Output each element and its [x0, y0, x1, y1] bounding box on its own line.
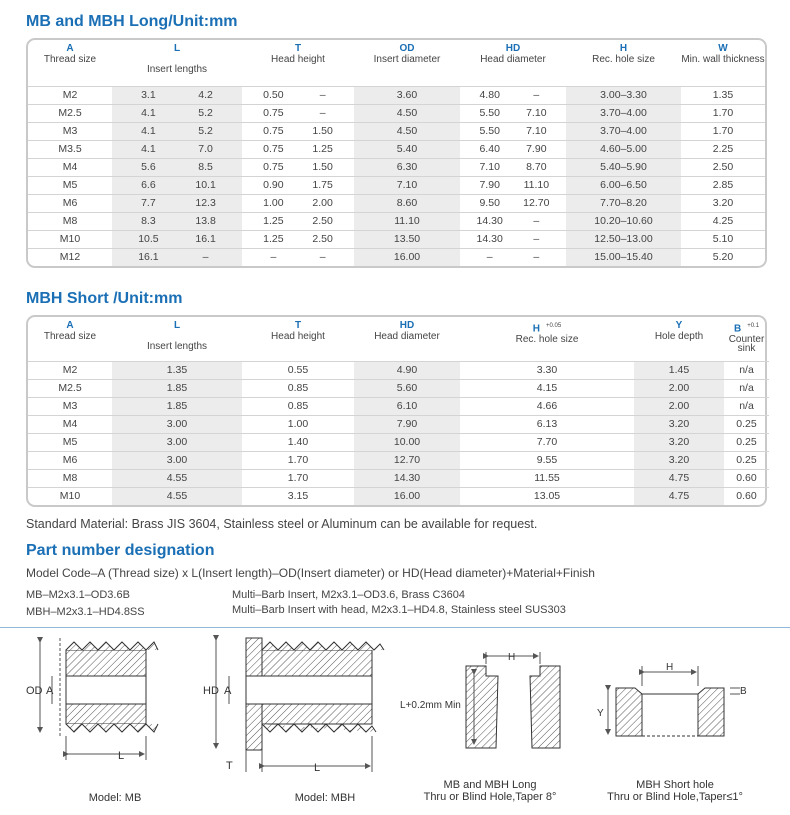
cell-hole-size: 6.00–6.50 — [566, 176, 681, 194]
cell-insert-diameter: 5.40 — [354, 140, 460, 158]
column-desc: Insert lengths — [146, 341, 208, 352]
cell-insert-diameter: 6.30 — [354, 158, 460, 176]
short-table-body — [28, 361, 769, 505]
cell-t-1: 1.25 — [263, 233, 284, 245]
example-code-2: MBH–M2x3.1–HD4.8SS — [26, 606, 145, 618]
column-desc: Insert diameter — [373, 54, 441, 65]
cell-hd-1: 5.50 — [479, 125, 500, 137]
cell-insert-length — [112, 86, 242, 104]
column-code-text: H — [532, 323, 541, 335]
cell-head-diameter: 6.10 — [354, 397, 460, 415]
cell-thread-size: M8 — [28, 469, 112, 487]
cell-thread-size: M4 — [28, 158, 112, 176]
cell-hole-size: 12.50–13.00 — [566, 230, 681, 248]
cell-wall-thickness: 5.20 — [681, 248, 765, 266]
mbh-caption: Model: MBH — [294, 792, 356, 804]
cell-hd-1: 6.40 — [479, 143, 500, 155]
column-code: H — [619, 43, 628, 54]
cell-t-2: 2.50 — [312, 233, 333, 245]
cell-hole-size: 3.00–3.30 — [566, 86, 681, 104]
cell-thread-size: M6 — [28, 194, 112, 212]
cell-head-diameter — [460, 158, 566, 176]
cell-hole-size: 4.66 — [460, 397, 634, 415]
cell-insert-length: 4.55 — [112, 469, 242, 487]
cell-l-long: 13.8 — [195, 215, 216, 227]
cell-hole-size: 10.20–10.60 — [566, 212, 681, 230]
cell-insert-length — [112, 140, 242, 158]
cell-hd-1: – — [486, 251, 493, 264]
cell-hd-2: 11.10 — [523, 179, 550, 191]
cell-hd-1: 14.30 — [476, 215, 503, 227]
mb-a-label: A — [46, 685, 54, 697]
material-note: Standard Material: Brass JIS 3604, Stainless steel or Aluminum can be available for request. — [26, 517, 538, 531]
cell-head-height — [242, 86, 354, 104]
cell-t-1: 1.25 — [263, 215, 284, 227]
cell-l-long: 16.1 — [195, 233, 216, 245]
cell-counter-sink: n/a — [724, 397, 769, 415]
cell-head-diameter: 5.60 — [354, 379, 460, 397]
cell-wall-thickness: 5.10 — [681, 230, 765, 248]
cell-l-long: 5.2 — [198, 125, 213, 137]
cell-counter-sink: 0.60 — [724, 487, 769, 505]
column-header — [354, 317, 460, 361]
cell-thread-size: M2 — [28, 361, 112, 379]
cell-insert-length — [112, 194, 242, 212]
table-row — [28, 487, 769, 505]
column-header — [28, 40, 112, 86]
short-hole-caption-2: Thru or Blind Hole,Taper≤1° — [607, 791, 743, 803]
column-code: L — [173, 43, 181, 54]
column-code-text: B — [733, 323, 742, 335]
cell-head-diameter: 7.90 — [354, 415, 460, 433]
cell-head-height: 3.15 — [242, 487, 354, 505]
table-row — [28, 248, 765, 266]
column-code-text: Y — [675, 320, 683, 331]
cell-t-1: 0.75 — [263, 143, 284, 155]
cell-insert-diameter: 4.50 — [354, 122, 460, 140]
table-row — [28, 230, 765, 248]
cell-head-diameter — [460, 230, 566, 248]
cell-wall-thickness: 1.70 — [681, 122, 765, 140]
cell-wall-thickness: 1.35 — [681, 86, 765, 104]
cell-head-diameter — [460, 176, 566, 194]
column-desc: Insert lengths — [146, 64, 208, 75]
cell-head-diameter — [460, 122, 566, 140]
cell-head-diameter: 12.70 — [354, 451, 460, 469]
cell-head-height: 1.70 — [242, 451, 354, 469]
cell-head-diameter: 14.30 — [354, 469, 460, 487]
table-row — [28, 140, 765, 158]
model-code-line: Model Code–A (Thread size) x L(Insert length)–OD(Insert diameter) or HD(Head diameter)+Material+Finish — [26, 566, 595, 580]
cell-head-height: 0.55 — [242, 361, 354, 379]
cell-hole-size: 4.60–5.00 — [566, 140, 681, 158]
cell-l-short: 4.1 — [141, 143, 156, 155]
cell-t-2: – — [319, 89, 326, 101]
cell-hole-size: 3.70–4.00 — [566, 122, 681, 140]
cell-l-short: 7.7 — [141, 197, 156, 209]
cell-hd-2: – — [533, 89, 540, 101]
cell-thread-size: M5 — [28, 433, 112, 451]
column-header — [566, 40, 681, 86]
long-spec-table — [26, 38, 767, 268]
cell-hd-1: 9.50 — [479, 197, 500, 209]
column-header — [242, 40, 354, 86]
cell-insert-diameter: 7.10 — [354, 176, 460, 194]
cell-head-height — [242, 230, 354, 248]
cell-wall-thickness: 2.50 — [681, 158, 765, 176]
cell-l-short: 5.6 — [141, 161, 156, 173]
cell-hole-size: 3.70–4.00 — [566, 104, 681, 122]
cell-head-diameter — [460, 194, 566, 212]
cell-t-2: 2.00 — [312, 197, 333, 209]
short-hole-b-label: B — [740, 686, 747, 697]
column-header — [681, 40, 765, 86]
cell-thread-size: M3 — [28, 122, 112, 140]
short-hole-caption-1: MBH Short hole — [636, 779, 714, 791]
cell-insert-diameter: 11.10 — [354, 212, 460, 230]
cell-hole-size: 3.30 — [460, 361, 634, 379]
cell-head-height: 0.85 — [242, 379, 354, 397]
column-header — [112, 40, 242, 86]
cell-insert-length — [112, 230, 242, 248]
cell-head-height — [242, 194, 354, 212]
cell-hole-size: 13.05 — [460, 487, 634, 505]
cell-counter-sink: 0.25 — [724, 433, 769, 451]
table-row — [28, 379, 769, 397]
column-header — [354, 40, 460, 86]
column-header — [460, 317, 634, 361]
mbh-a-label: A — [224, 685, 232, 697]
long-hole-caption-1: MB and MBH Long — [443, 779, 537, 791]
cell-thread-size: M8 — [28, 212, 112, 230]
cell-thread-size: M6 — [28, 451, 112, 469]
cell-hd-2: – — [533, 251, 540, 264]
cell-hd-2: 7.10 — [526, 107, 547, 119]
cell-insert-length: 1.85 — [112, 379, 242, 397]
cell-thread-size: M12 — [28, 248, 112, 266]
example-code-1: MB–M2x3.1–OD3.6B — [26, 589, 130, 601]
cell-head-diameter: 16.00 — [354, 487, 460, 505]
cell-l-short: 8.3 — [141, 215, 156, 227]
cell-counter-sink: 0.25 — [724, 415, 769, 433]
cell-wall-thickness: 4.25 — [681, 212, 765, 230]
cell-head-height: 1.40 — [242, 433, 354, 451]
long-table-body — [28, 86, 765, 266]
cell-hd-2: 12.70 — [523, 197, 550, 209]
long-hole-drawing — [466, 652, 560, 748]
cell-thread-size: M3 — [28, 397, 112, 415]
long-hole-depth-label: L+0.2mm Min — [400, 700, 461, 711]
cell-hole-size: 7.70–8.20 — [566, 194, 681, 212]
table-row — [28, 158, 765, 176]
cell-hole-depth: 4.75 — [634, 487, 724, 505]
cell-t-2: 1.25 — [312, 143, 333, 155]
column-desc: Hole depth — [654, 331, 704, 342]
column-code-text: L — [173, 320, 181, 331]
mb-insert-drawing — [40, 638, 158, 760]
cell-head-diameter — [460, 86, 566, 104]
cell-head-height: 1.70 — [242, 469, 354, 487]
example-desc-1: Multi–Barb Insert, M2x3.1–OD3.6, Brass C3604 — [232, 589, 465, 601]
cell-wall-thickness: 2.25 — [681, 140, 765, 158]
cell-hole-size: 11.55 — [460, 469, 634, 487]
table-row — [28, 433, 769, 451]
cell-insert-length: 3.00 — [112, 451, 242, 469]
cell-counter-sink: n/a — [724, 379, 769, 397]
cell-t-1: – — [270, 251, 277, 264]
cell-insert-length — [112, 176, 242, 194]
cell-t-2: 1.50 — [312, 161, 333, 173]
cell-t-2: – — [319, 107, 326, 119]
table-row — [28, 104, 765, 122]
cell-l-long: 8.5 — [198, 161, 213, 173]
cell-hd-2: – — [533, 233, 540, 245]
cell-head-diameter — [460, 140, 566, 158]
cell-hole-depth: 3.20 — [634, 415, 724, 433]
cell-hd-2: 7.10 — [526, 125, 547, 137]
column-code — [724, 320, 769, 335]
table-row — [28, 397, 769, 415]
mbh-hd-label: HD — [203, 685, 219, 697]
column-code: W — [718, 43, 728, 54]
cell-t-2: – — [319, 251, 326, 264]
long-hole-caption-2: Thru or Blind Hole,Taper 8° — [423, 791, 557, 803]
cell-t-1: 1.00 — [263, 197, 284, 209]
mbh-l-label: L — [314, 762, 321, 774]
cell-counter-sink: 0.60 — [724, 469, 769, 487]
column-desc: Head diameter — [374, 331, 440, 342]
cell-thread-size: M2.5 — [28, 104, 112, 122]
cell-head-height — [242, 104, 354, 122]
table-row — [28, 451, 769, 469]
column-code: OD — [399, 43, 415, 54]
cell-head-height — [242, 122, 354, 140]
cell-head-diameter: 10.00 — [354, 433, 460, 451]
cell-hole-depth: 3.20 — [634, 451, 724, 469]
table-row — [28, 469, 769, 487]
mb-caption: Model: MB — [88, 792, 142, 804]
cell-wall-thickness: 2.85 — [681, 176, 765, 194]
column-desc: Head height — [271, 331, 325, 342]
cell-insert-length: 1.85 — [112, 397, 242, 415]
example-desc-2: Multi–Barb Insert with head, M2x3.1–HD4.8, Stainless steel SUS303 — [232, 604, 566, 616]
cell-thread-size: M2 — [28, 86, 112, 104]
column-desc: Rec. hole size — [515, 334, 579, 346]
cell-l-long: 5.2 — [198, 107, 213, 119]
cell-head-height — [242, 248, 354, 266]
column-desc: Min. wall thickness — [681, 54, 765, 65]
cell-insert-diameter: 3.60 — [354, 86, 460, 104]
cell-hd-1: 14.30 — [476, 233, 503, 245]
cell-l-short: 10.5 — [138, 233, 159, 245]
cell-hole-size: 9.55 — [460, 451, 634, 469]
cell-insert-length — [112, 248, 242, 266]
cell-thread-size: M3.5 — [28, 140, 112, 158]
cell-l-long: 4.2 — [198, 89, 213, 101]
short-table-title: MBH Short /Unit:mm — [26, 290, 183, 307]
cell-l-long: – — [202, 251, 209, 264]
long-table-title: MB and MBH Long/Unit:mm — [26, 13, 238, 30]
mbh-insert-drawing — [216, 638, 384, 772]
cell-hd-2: 7.90 — [526, 143, 547, 155]
short-hole-h-label: H — [666, 662, 674, 673]
column-desc: Rec. hole size — [592, 54, 655, 65]
cell-insert-diameter: 8.60 — [354, 194, 460, 212]
column-desc: Thread size — [43, 54, 97, 65]
cell-hd-2: – — [533, 215, 540, 227]
cell-t-1: 0.75 — [263, 107, 284, 119]
cell-l-short: 16.1 — [138, 251, 159, 264]
short-spec-table — [26, 315, 767, 507]
cell-head-height — [242, 140, 354, 158]
cell-hd-1: 5.50 — [479, 107, 500, 119]
column-header — [242, 317, 354, 361]
cell-t-1: 0.75 — [263, 125, 284, 137]
cell-thread-size: M2.5 — [28, 379, 112, 397]
column-header — [112, 317, 242, 361]
cell-insert-diameter: 13.50 — [354, 230, 460, 248]
cell-insert-length: 1.35 — [112, 361, 242, 379]
column-code: HD — [505, 43, 521, 54]
cell-hole-depth: 2.00 — [634, 379, 724, 397]
cell-t-2: 2.50 — [312, 215, 333, 227]
column-code-text: HD — [399, 320, 415, 331]
cell-counter-sink: 0.25 — [724, 451, 769, 469]
cell-insert-length — [112, 158, 242, 176]
column-code — [112, 320, 242, 332]
cell-head-diameter — [460, 212, 566, 230]
mbh-t-label: T — [226, 760, 233, 772]
mb-l-label: L — [118, 750, 125, 762]
column-header — [634, 317, 724, 361]
long-hole-h-label: H — [508, 652, 516, 663]
table-row — [28, 212, 765, 230]
cell-insert-length — [112, 212, 242, 230]
cell-insert-diameter: 4.50 — [354, 104, 460, 122]
cell-hole-size: 7.70 — [460, 433, 634, 451]
column-code — [460, 320, 634, 335]
cell-insert-diameter: 16.00 — [354, 248, 460, 266]
column-desc: Thread size — [43, 331, 97, 342]
cell-head-diameter: 4.90 — [354, 361, 460, 379]
cell-l-short: 4.1 — [141, 125, 156, 137]
cell-l-short: 6.6 — [141, 179, 156, 191]
column-header — [724, 317, 769, 361]
cell-l-long: 12.3 — [195, 197, 216, 209]
cell-hole-size: 15.00–15.40 — [566, 248, 681, 266]
short-table-header-row — [28, 317, 769, 361]
column-desc: Counter sink — [728, 334, 765, 355]
cell-t-1: 0.50 — [263, 89, 284, 101]
cell-hole-depth: 3.20 — [634, 433, 724, 451]
cell-t-2: 1.50 — [312, 125, 333, 137]
long-table-header-row — [28, 40, 765, 86]
cell-insert-length: 4.55 — [112, 487, 242, 505]
cell-head-diameter — [460, 248, 566, 266]
column-code: A — [66, 43, 74, 54]
cell-hole-depth: 2.00 — [634, 397, 724, 415]
cell-hole-size: 5.40–5.90 — [566, 158, 681, 176]
cell-wall-thickness: 1.70 — [681, 104, 765, 122]
cell-thread-size: M4 — [28, 415, 112, 433]
column-header — [460, 40, 566, 86]
cell-insert-length — [112, 122, 242, 140]
column-code-text: T — [294, 320, 302, 331]
column-desc: Head diameter — [480, 54, 546, 65]
cell-wall-thickness: 3.20 — [681, 194, 765, 212]
table-row — [28, 122, 765, 140]
column-code-text: A — [66, 320, 74, 331]
cell-head-diameter — [460, 104, 566, 122]
cell-l-short: 3.1 — [141, 89, 156, 101]
cell-hd-1: 7.90 — [479, 179, 500, 191]
cell-hd-1: 4.80 — [479, 89, 500, 101]
cell-head-height: 0.85 — [242, 397, 354, 415]
cell-insert-length — [112, 104, 242, 122]
short-hole-drawing — [608, 666, 740, 736]
table-row — [28, 176, 765, 194]
cell-l-short: 4.1 — [141, 107, 156, 119]
table-row — [28, 361, 769, 379]
cell-head-height — [242, 176, 354, 194]
cell-insert-length: 3.00 — [112, 433, 242, 451]
part-number-title: Part number designation — [26, 542, 215, 559]
cell-l-long: 7.0 — [198, 143, 213, 155]
cell-thread-size: M5 — [28, 176, 112, 194]
cell-thread-size: M10 — [28, 230, 112, 248]
column-code: T — [294, 43, 302, 54]
column-tolerance: +0.05 — [546, 323, 562, 329]
cell-l-long: 10.1 — [195, 179, 216, 191]
cell-head-height: 1.00 — [242, 415, 354, 433]
column-tolerance: +0.1 — [747, 323, 760, 329]
cell-hole-size: 6.13 — [460, 415, 634, 433]
column-desc: Head height — [271, 54, 325, 65]
cell-hole-size: 4.15 — [460, 379, 634, 397]
cell-head-height — [242, 212, 354, 230]
short-hole-y-label: Y — [597, 708, 604, 719]
cell-head-height — [242, 158, 354, 176]
cell-insert-length: 3.00 — [112, 415, 242, 433]
mb-od-label: OD — [26, 685, 43, 697]
cell-counter-sink: n/a — [724, 361, 769, 379]
cell-thread-size: M10 — [28, 487, 112, 505]
table-row — [28, 194, 765, 212]
cell-t-1: 0.90 — [263, 179, 284, 191]
table-row — [28, 415, 769, 433]
cell-hd-2: 8.70 — [526, 161, 547, 173]
cell-t-2: 1.75 — [312, 179, 333, 191]
table-row — [28, 86, 765, 104]
column-header — [28, 317, 112, 361]
cell-hole-depth: 1.45 — [634, 361, 724, 379]
cell-t-1: 0.75 — [263, 161, 284, 173]
cell-hd-1: 7.10 — [479, 161, 500, 173]
cell-hole-depth: 4.75 — [634, 469, 724, 487]
